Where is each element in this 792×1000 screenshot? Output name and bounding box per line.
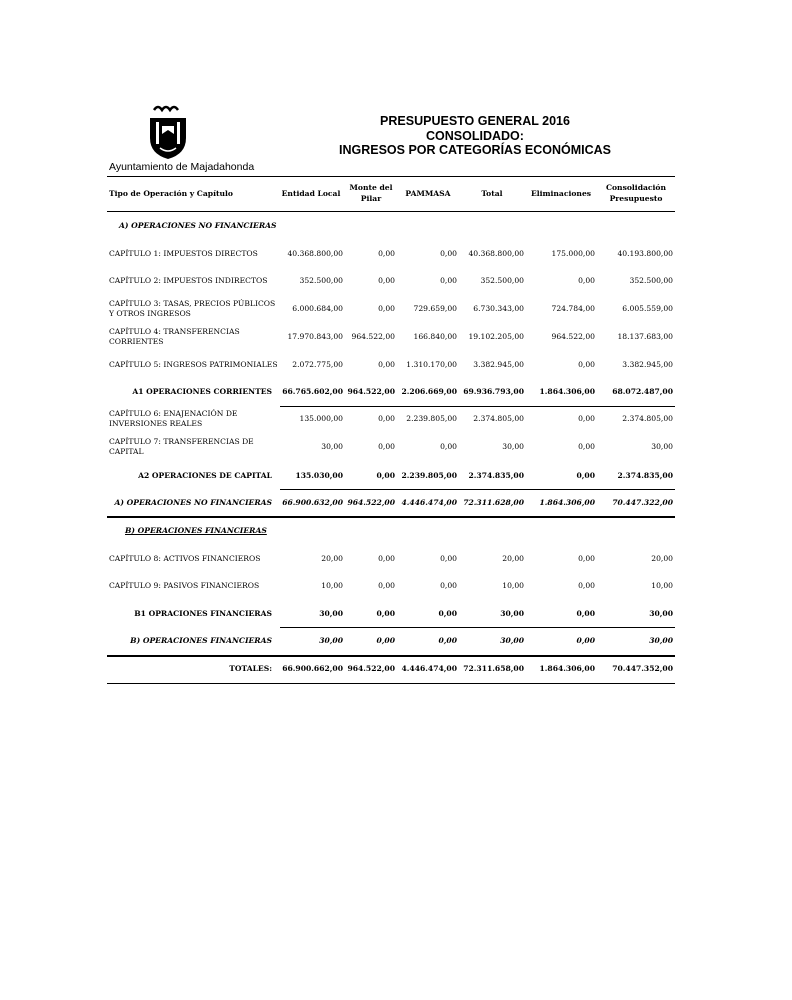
row-value-col-3: 0,00 xyxy=(440,249,457,258)
row-value-col-2: 0,00 xyxy=(378,414,395,423)
row-value-col-3: 0,00 xyxy=(440,276,457,285)
subtotal-label: B1 OPRACIONES FINANCIERAS xyxy=(134,609,272,618)
row-value-col-6: 20,00 xyxy=(651,554,673,563)
row-value-col-3: 0,00 xyxy=(440,554,457,563)
row-label-line-2: CORRIENTES xyxy=(109,337,164,346)
subtotal-label: A) OPERACIONES NO FINANCIERAS xyxy=(114,498,272,507)
row-value-col-4: 30,00 xyxy=(500,609,524,618)
row-value-col-3: 0,00 xyxy=(438,636,457,645)
table-bottom-rule xyxy=(107,683,675,684)
section-title-a: A) OPERACIONES NO FINANCIERAS xyxy=(119,221,277,230)
row-value-col-5: 0,00 xyxy=(576,609,595,618)
rule-after-section-a xyxy=(107,516,675,518)
row-value-col-5: 0,00 xyxy=(576,636,595,645)
row-value-col-5: 0,00 xyxy=(578,442,595,451)
header-bottom-rule xyxy=(107,211,675,212)
organization-name: Ayuntamiento de Majadahonda xyxy=(109,161,255,173)
row-value-col-6: 40.193.800,00 xyxy=(617,249,673,258)
row-value-col-1: 30,00 xyxy=(321,442,343,451)
row-label-line-2: CAPITAL xyxy=(109,447,144,456)
row-value-col-2: 964.522,00 xyxy=(351,332,395,341)
rule-after-a2 xyxy=(280,489,675,490)
row-value-col-1: 66.765.602,00 xyxy=(282,387,343,396)
row-value-col-6: 3.382.945,00 xyxy=(622,360,673,369)
row-value-col-2: 0,00 xyxy=(376,609,395,618)
row-value-col-1: 66.900.632,00 xyxy=(282,498,343,507)
row-value-col-4: 3.382.945,00 xyxy=(473,360,524,369)
col-header-consolidacion-1: Consolidación xyxy=(605,183,667,192)
row-value-col-3: 729.659,00 xyxy=(413,304,457,313)
row-value-col-3: 166.840,00 xyxy=(413,332,457,341)
row-value-col-3: 2.239.805,00 xyxy=(406,414,457,423)
row-label: CAPÍTULO 1: IMPUESTOS DIRECTOS xyxy=(109,249,258,258)
row-value-col-1: 6.000.684,00 xyxy=(292,304,343,313)
row-label-line-2: Y OTROS INGRESOS xyxy=(109,309,191,318)
row-label: CAPÍTULO 9: PASIVOS FINANCIEROS xyxy=(109,581,260,590)
row-value-col-5: 0,00 xyxy=(578,360,595,369)
col-header-pammasa: PAMMASA xyxy=(405,189,451,198)
col-header-consolidacion-2: Presupuesto xyxy=(609,194,663,203)
row-value-col-1: 135.030,00 xyxy=(295,471,343,480)
col-header-monte-1: Monte del xyxy=(349,183,393,192)
row-value-col-5: 0,00 xyxy=(578,554,595,563)
row-value-col-2: 0,00 xyxy=(378,360,395,369)
row-value-col-3: 2.206.669,00 xyxy=(401,387,457,396)
row-value-col-2: 0,00 xyxy=(378,276,395,285)
row-value-col-1: 2.072.775,00 xyxy=(292,360,343,369)
coat-of-arms-logo xyxy=(146,104,190,160)
row-value-col-2: 0,00 xyxy=(378,249,395,258)
row-value-col-2: 0,00 xyxy=(378,442,395,451)
row-label: CAPÍTULO 7: TRANSFERENCIAS DE xyxy=(109,437,254,446)
row-value-col-4: 30,00 xyxy=(500,636,524,645)
row-value-col-6: 6.005.559,00 xyxy=(622,304,673,313)
row-value-col-1: 17.970.843,00 xyxy=(287,332,343,341)
row-value-col-4: 72.311.658,00 xyxy=(463,664,524,673)
row-value-col-2: 964.522,00 xyxy=(347,664,395,673)
grand-total-label: TOTALES: xyxy=(229,664,272,673)
row-value-col-6: 2.374.805,00 xyxy=(622,414,673,423)
row-value-col-2: 964.522,00 xyxy=(347,387,395,396)
row-value-col-1: 40.368.800,00 xyxy=(287,249,343,258)
row-value-col-3: 0,00 xyxy=(438,609,457,618)
row-value-col-4: 6.730.343,00 xyxy=(473,304,524,313)
row-value-col-5: 0,00 xyxy=(578,276,595,285)
row-value-col-5: 175.000,00 xyxy=(551,249,595,258)
row-label: CAPÍTULO 2: IMPUESTOS INDIRECTOS xyxy=(109,276,268,285)
row-value-col-2: 964.522,00 xyxy=(347,498,395,507)
row-value-col-6: 68.072.487,00 xyxy=(612,387,673,396)
row-value-col-6: 30,00 xyxy=(649,609,673,618)
table-top-rule xyxy=(107,176,675,177)
row-value-col-5: 1.864.306,00 xyxy=(539,664,595,673)
section-title-b: B) OPERACIONES FINANCIERAS xyxy=(125,526,267,535)
row-value-col-5: 724.784,00 xyxy=(551,304,595,313)
row-value-col-4: 352.500,00 xyxy=(480,276,524,285)
col-header-monte-2: Pilar xyxy=(360,194,382,203)
row-value-col-1: 352.500,00 xyxy=(299,276,343,285)
document-title xyxy=(300,114,650,158)
subtotal-label: A2 OPERACIONES DE CAPITAL xyxy=(138,471,272,480)
row-value-col-1: 66.900.662,00 xyxy=(282,664,343,673)
row-value-col-4: 19.102.205,00 xyxy=(468,332,524,341)
row-value-col-6: 70.447.322,00 xyxy=(612,498,673,507)
row-value-col-1: 30,00 xyxy=(319,609,343,618)
row-value-col-3: 4.446.474,00 xyxy=(401,664,457,673)
col-header-type: Tipo de Operación y Capítulo xyxy=(109,189,233,198)
row-value-col-1: 30,00 xyxy=(319,636,343,645)
row-value-col-5: 0,00 xyxy=(578,414,595,423)
row-value-col-6: 2.374.835,00 xyxy=(617,471,673,480)
row-value-col-3: 4.446.474,00 xyxy=(401,498,457,507)
col-header-eliminaciones: Eliminaciones xyxy=(530,189,592,198)
row-value-col-2: 0,00 xyxy=(376,471,395,480)
row-value-col-6: 30,00 xyxy=(649,636,673,645)
subtotal-label: A1 OPERACIONES CORRIENTES xyxy=(132,387,272,396)
row-value-col-1: 10,00 xyxy=(321,581,343,590)
row-label: CAPÍTULO 8: ACTIVOS FINANCIEROS xyxy=(109,554,261,563)
row-value-col-6: 30,00 xyxy=(651,442,673,451)
row-value-col-6: 70.447.352,00 xyxy=(612,664,673,673)
row-value-col-6: 10,00 xyxy=(651,581,673,590)
row-value-col-5: 1.864.306,00 xyxy=(539,387,595,396)
row-value-col-5: 1.864.306,00 xyxy=(539,498,595,507)
subtotal-label: B) OPERACIONES FINANCIERAS xyxy=(130,636,272,645)
row-value-col-6: 352.500,00 xyxy=(629,276,673,285)
rule-after-a1 xyxy=(280,406,675,407)
row-label: CAPÍTULO 5: INGRESOS PATRIMONIALES xyxy=(109,360,278,369)
row-value-col-5: 0,00 xyxy=(576,471,595,480)
row-value-col-1: 20,00 xyxy=(321,554,343,563)
row-value-col-4: 30,00 xyxy=(502,442,524,451)
row-label-line-2: INVERSIONES REALES xyxy=(109,419,203,428)
row-value-col-2: 0,00 xyxy=(376,636,395,645)
title-line-1: PRESUPUESTO GENERAL 2016 xyxy=(380,114,570,128)
row-value-col-2: 0,00 xyxy=(378,581,395,590)
row-value-col-3: 2.239.805,00 xyxy=(401,471,457,480)
row-label: CAPÍTULO 6: ENAJENACIÓN DE xyxy=(109,409,238,418)
title-line-2: CONSOLIDADO: xyxy=(426,128,524,143)
row-value-col-4: 2.374.835,00 xyxy=(468,471,524,480)
row-value-col-1: 135.000,00 xyxy=(299,414,343,423)
row-value-col-2: 0,00 xyxy=(378,304,395,313)
row-value-col-5: 964.522,00 xyxy=(551,332,595,341)
row-value-col-4: 20,00 xyxy=(502,554,524,563)
row-value-col-3: 0,00 xyxy=(440,581,457,590)
row-value-col-2: 0,00 xyxy=(378,554,395,563)
row-label: CAPÍTULO 3: TASAS, PRECIOS PÚBLICOS xyxy=(109,299,276,308)
rule-after-section-b xyxy=(107,655,675,657)
row-value-col-4: 2.374.805,00 xyxy=(473,414,524,423)
title-line-3: INGRESOS POR CATEGORÍAS ECONÓMICAS xyxy=(338,143,611,157)
row-value-col-4: 72.311.628,00 xyxy=(463,498,524,507)
row-value-col-4: 10,00 xyxy=(502,581,524,590)
row-value-col-6: 18.137.683,00 xyxy=(617,332,673,341)
row-value-col-3: 0,00 xyxy=(440,442,457,451)
row-value-col-4: 40.368.800,00 xyxy=(468,249,524,258)
row-label: CAPÍTULO 4: TRANSFERENCIAS xyxy=(109,327,240,336)
col-header-total: Total xyxy=(481,189,503,198)
row-value-col-5: 0,00 xyxy=(578,581,595,590)
rule-after-b1 xyxy=(280,627,675,628)
row-value-col-3: 1.310.170,00 xyxy=(406,360,457,369)
row-value-col-4: 69.936.793,00 xyxy=(463,387,524,396)
col-header-entidad: Entidad Local xyxy=(281,189,341,198)
